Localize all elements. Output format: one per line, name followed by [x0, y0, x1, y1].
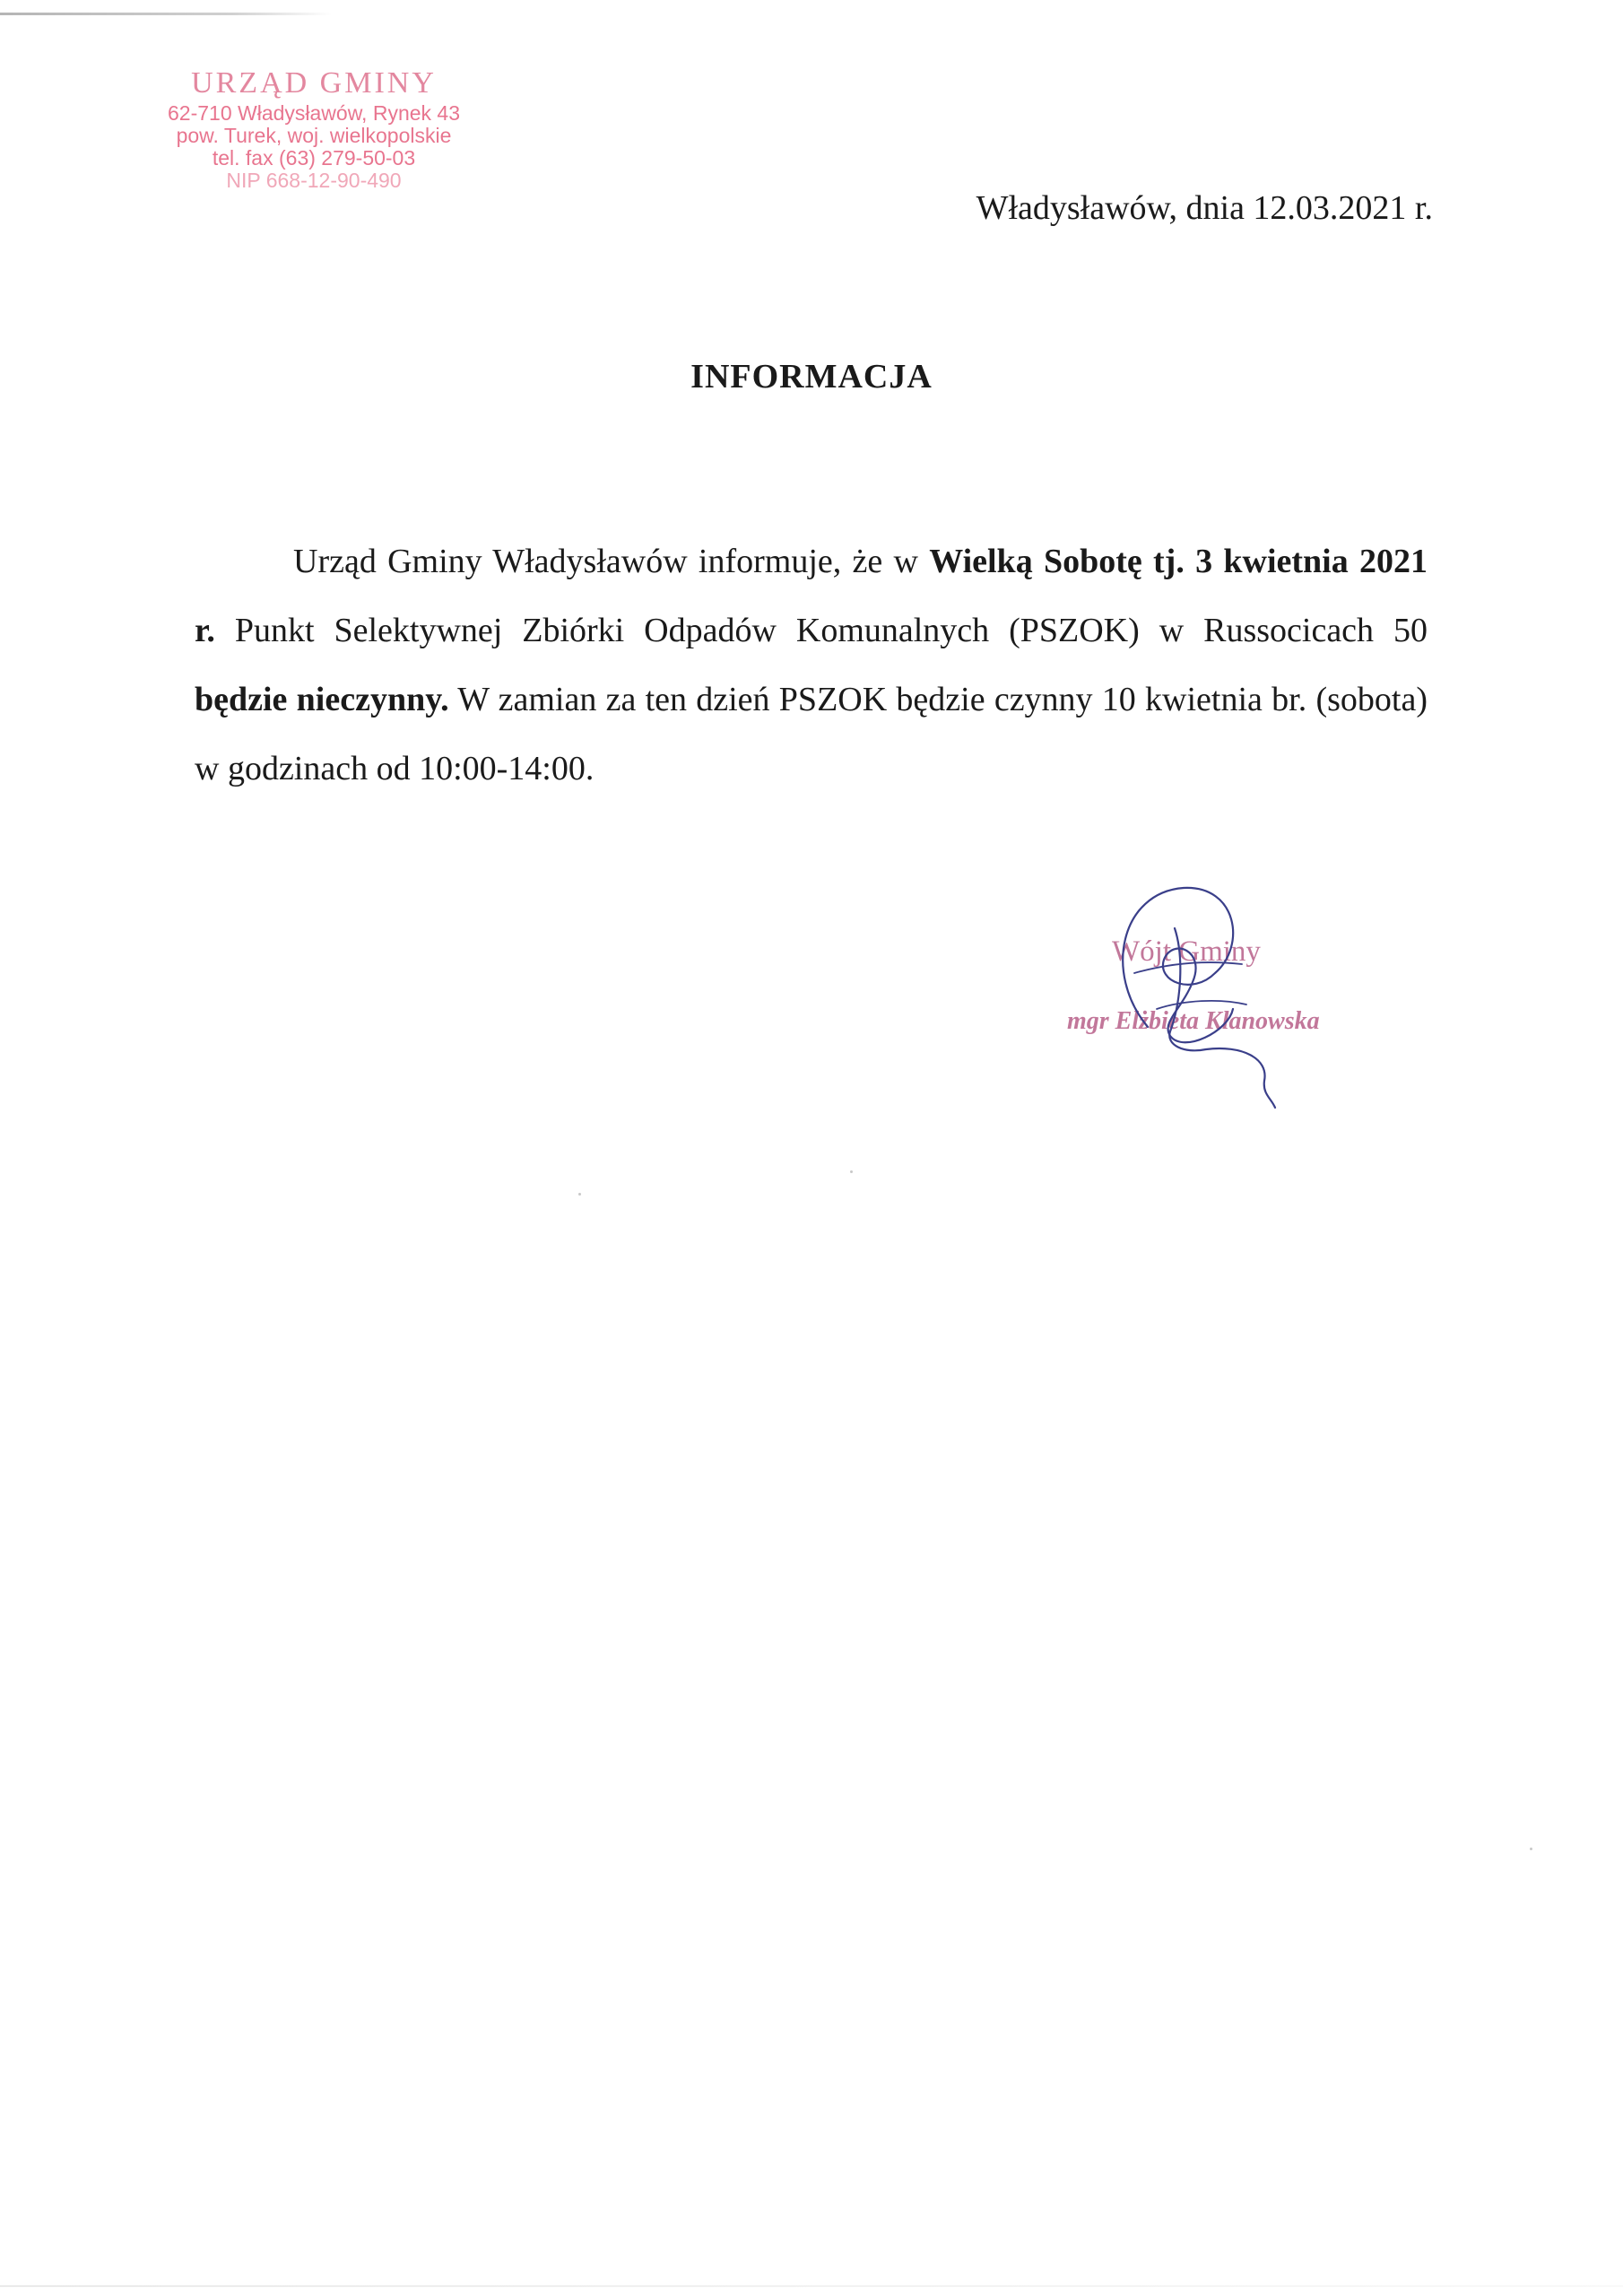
date-line: Władysławów, dnia 12.03.2021 r.	[976, 189, 1433, 227]
document-heading: INFORMACJA	[690, 358, 933, 396]
office-stamp	[126, 68, 502, 192]
scan-artifact-top	[0, 13, 332, 15]
scan-artifact-bottom	[0, 2285, 1623, 2287]
signature-block	[1049, 874, 1354, 1117]
signature-name: mgr Elżbieta Klanowska	[1067, 1007, 1320, 1035]
handwritten-signature	[1049, 874, 1354, 1117]
stamp-nip: NIP 668-12-90-490	[226, 169, 402, 192]
stamp-address: 62-710 Władysławów, Rynek 43	[168, 101, 460, 125]
scan-speck	[850, 1170, 853, 1173]
body-bold-closed: będzie nieczynny.	[195, 681, 449, 718]
stamp-title: URZĄD GMINY	[191, 66, 437, 100]
signature-title: Wójt Gminy	[1112, 935, 1261, 968]
body-text-part3: W zamian za ten dzień PSZOK będzie czynny 10 kwietnia br. (sobota) w godzinach od 10:00-14:00.	[195, 681, 1428, 787]
body-paragraph	[195, 527, 1428, 804]
body-text-part1: Urząd Gminy Władysławów informuje, że w	[293, 543, 930, 580]
scan-speck	[578, 1193, 581, 1196]
stamp-phone: tel. fax (63) 279-50-03	[212, 146, 416, 170]
scan-speck	[1530, 1848, 1532, 1850]
body-text-part2: Punkt Selektywnej Zbiórki Odpadów Komunalnych (PSZOK) w Russocicach 50	[214, 612, 1428, 649]
body-bold-date: Wielką Sobotę tj. 3 kwietnia 2021 r.	[195, 543, 1428, 649]
stamp-district: pow. Turek, woj. wielkopolskie	[176, 124, 452, 147]
